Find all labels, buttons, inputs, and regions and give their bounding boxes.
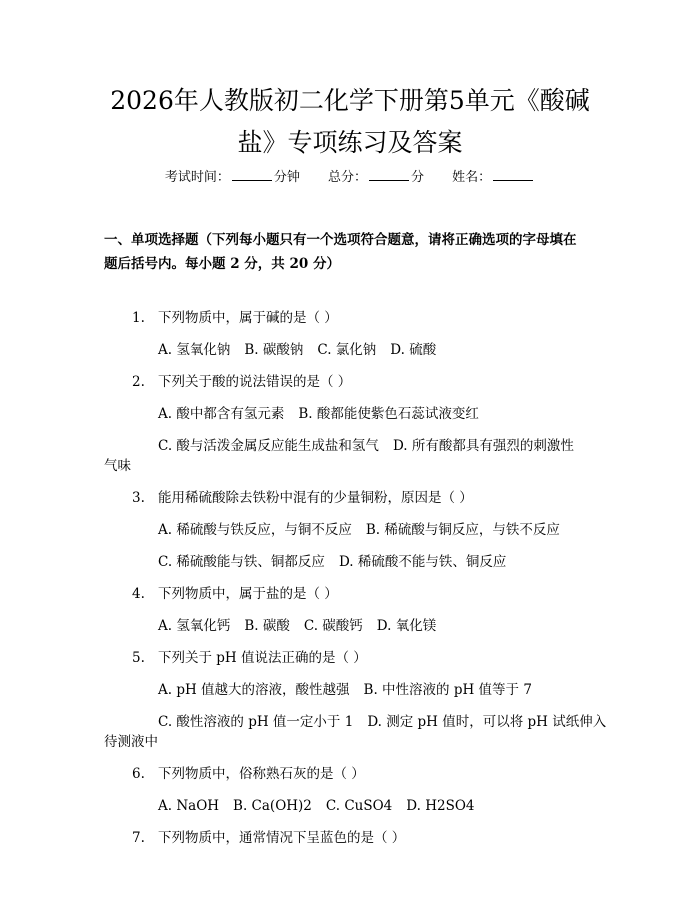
- time-unit: 分钟: [273, 170, 300, 185]
- title-line-2: 盐》专项练习及答案: [237, 128, 463, 157]
- question-stem: 下列物质中，属于盐的是（ ）: [158, 586, 338, 602]
- option-b: B. 酸都能使紫色石蕊试液变红: [298, 406, 479, 422]
- score-field: [328, 170, 424, 185]
- name-label: 姓名：: [452, 170, 492, 185]
- question-3-options-row-2: [158, 552, 520, 572]
- question-stem: 下列物质中，俗称熟石灰的是（ ）: [158, 766, 365, 782]
- option-a: A. 氢氧化钠: [158, 342, 231, 358]
- option-c: C. 稀硫酸能与铁、铜都反应: [158, 554, 325, 570]
- question-5: [132, 648, 367, 668]
- question-number: 3.: [132, 490, 145, 506]
- option-c: C. 氯化钠: [317, 342, 377, 358]
- time-label: 考试时间：: [164, 170, 230, 185]
- question-3: [132, 488, 473, 508]
- option-b: B. 中性溶液的 pH 值等于 7: [363, 682, 532, 698]
- option-d: D. 测定 pH 值时，可以将 pH 试纸伸入: [367, 714, 607, 730]
- option-c: C. CuSO4: [325, 798, 393, 814]
- time-blank: [232, 168, 272, 181]
- name-blank: [493, 168, 533, 181]
- title-line-1: 2026年人教版初二化学下册第5单元《酸碱: [110, 86, 590, 115]
- option-c: C. 酸性溶液的 pH 值一定小于 1: [158, 714, 354, 730]
- score-blank: [369, 168, 409, 181]
- option-a: A. 酸中都含有氢元素: [158, 406, 285, 422]
- question-2-wrap: 气味: [104, 458, 131, 474]
- score-label: 总分：: [327, 170, 367, 185]
- question-5-wrap: 待测液中: [104, 734, 158, 750]
- question-stem: 能用稀硫酸除去铁粉中混有的少量铜粉，原因是（ ）: [158, 490, 473, 506]
- option-b: B. Ca(OH)2: [233, 798, 312, 814]
- question-5-options-row-2: [158, 712, 620, 732]
- option-a: A. 氢氧化钙: [158, 618, 231, 634]
- option-a: A. pH 值越大的溶液，酸性越强: [158, 682, 350, 698]
- question-2-options-row-1: [158, 404, 493, 424]
- question-number: 7.: [132, 830, 145, 846]
- question-stem: 下列物质中，属于碱的是（ ）: [158, 310, 338, 326]
- option-c: C. 酸与活泼金属反应能生成盐和氢气: [158, 438, 379, 454]
- document-title: [60, 80, 640, 164]
- question-stem: 下列关于酸的说法错误的是（ ）: [158, 374, 352, 390]
- section-heading-line-1: 一、单项选择题（下列每小题只有一个选项符合题意，请将正确选项的字母填在: [104, 232, 577, 248]
- option-d: D. 稀硫酸不能与铁、铜反应: [338, 554, 507, 570]
- question-number: 2.: [132, 374, 145, 390]
- question-number: 6.: [132, 766, 145, 782]
- question-1: [132, 308, 338, 328]
- option-d: D. 硫酸: [390, 342, 437, 358]
- option-c: C. 碳酸钙: [303, 618, 363, 634]
- question-4: [132, 584, 338, 604]
- option-d: D. 所有酸都具有强烈的刺激性: [392, 438, 574, 454]
- time-field: [165, 170, 300, 185]
- option-a: A. 稀硫酸与铁反应，与铜不反应: [158, 522, 352, 538]
- question-7: [132, 828, 405, 848]
- exam-info-line: [0, 168, 700, 188]
- question-stem: 下列物质中，通常情况下呈蓝色的是（ ）: [158, 830, 406, 846]
- option-d: D. H2SO4: [406, 798, 475, 814]
- score-unit: 分: [411, 170, 425, 185]
- question-4-options: [158, 616, 450, 636]
- option-a: A. NaOH: [158, 798, 220, 814]
- question-6: [132, 764, 365, 784]
- question-5-options-row-1: [158, 680, 546, 700]
- question-number: 4.: [132, 586, 145, 602]
- question-6-options: [158, 796, 488, 816]
- section-heading: [104, 228, 604, 276]
- option-d: D. 氧化镁: [376, 618, 437, 634]
- section-heading-line-2: 题后括号内。每小题 2 分，共 20 分）: [104, 256, 340, 272]
- question-number: 5.: [132, 650, 145, 666]
- option-b: B. 稀硫酸与铜反应，与铁不反应: [365, 522, 560, 538]
- question-stem: 下列关于 pH 值说法正确的是（ ）: [158, 650, 367, 666]
- question-number: 1.: [132, 310, 145, 326]
- question-1-options: [158, 340, 450, 360]
- option-b: B. 碳酸钠: [244, 342, 304, 358]
- question-2-options-row-2: [158, 436, 588, 456]
- question-2: [132, 372, 351, 392]
- name-field: [452, 170, 535, 185]
- question-3-options-row-1: [158, 520, 574, 540]
- option-b: B. 碳酸: [244, 618, 290, 634]
